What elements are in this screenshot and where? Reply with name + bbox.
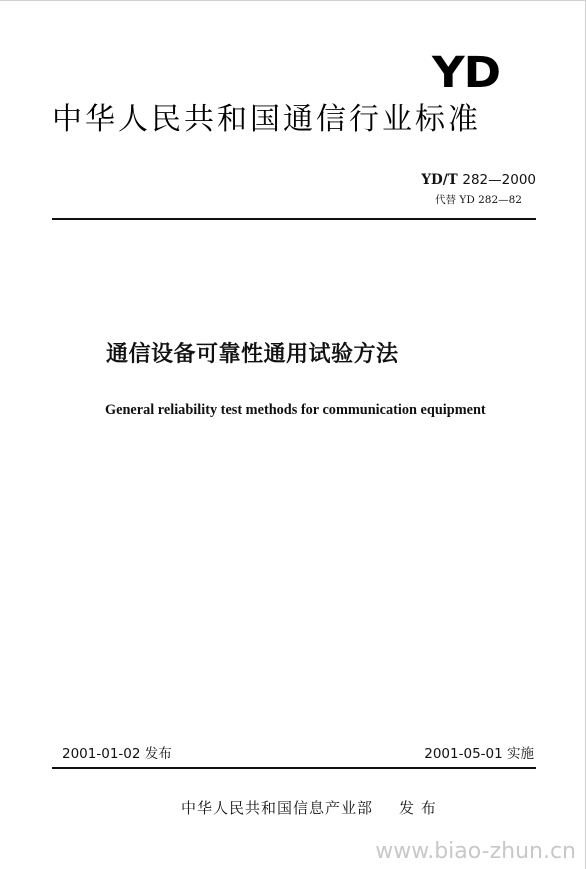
publisher-action: 发 布 [399,799,437,817]
standard-prefix: YD/T [421,172,463,188]
document-title-en: General reliability test methods for communication equipment [105,402,486,418]
page-border-top [0,0,586,1]
watermark-text: www.biao-zhun.cn [375,839,576,864]
publisher-line [181,801,437,816]
effective-date: 2001-05-01 实施 [424,746,534,762]
issue-date: 2001-01-02 发布 [62,746,172,762]
publisher-name: 中华人民共和国信息产业部 [181,799,374,817]
replaces-note: 代替 YD 282—82 [435,194,522,206]
organization-title: 中华人民共和国通信行业标准 [52,102,481,137]
header-rule [52,218,536,220]
standard-number [421,174,536,188]
standard-number-value: 282—2000 [462,172,536,188]
footer-rule [52,767,536,769]
document-title-cn: 通信设备可靠性通用试验方法 [106,342,399,367]
yd-logo: YD [432,48,501,98]
